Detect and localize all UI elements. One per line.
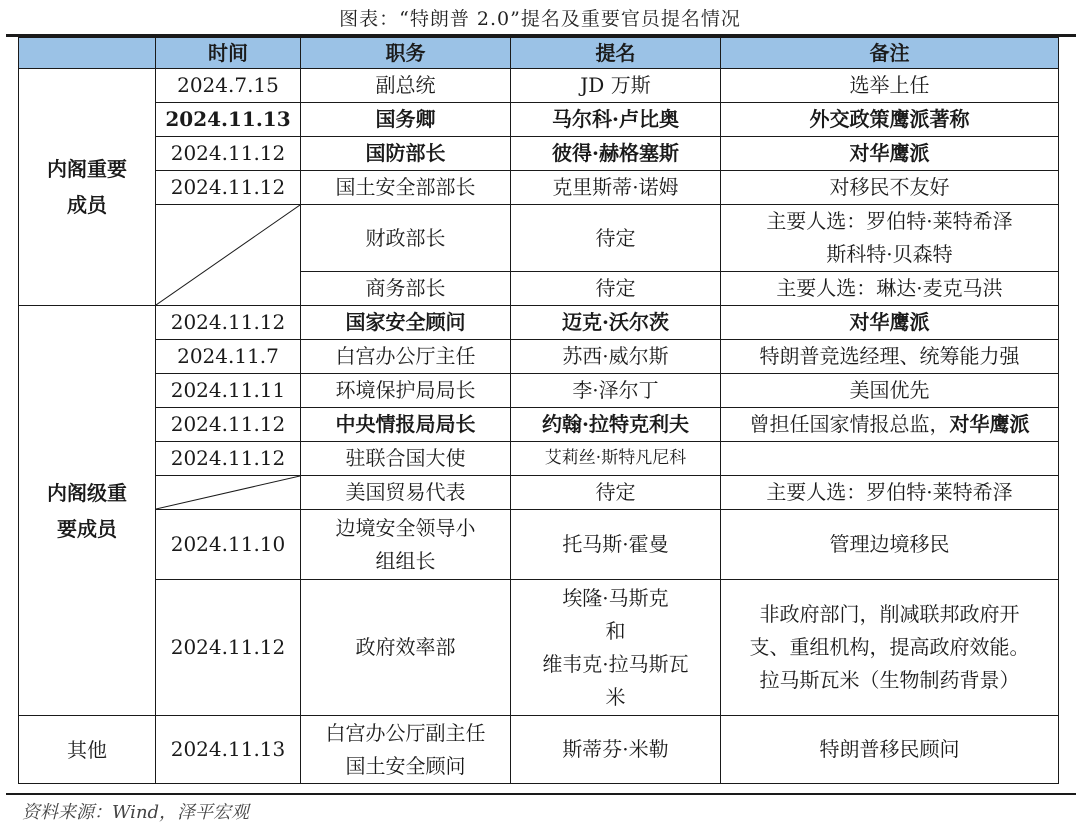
cell-note: 主要人选：罗伯特·莱特希泽	[721, 476, 1059, 510]
table-row	[19, 340, 1059, 374]
cell-time: 2024.7.15	[156, 69, 301, 103]
cell-position: 中央情报局局长	[301, 408, 511, 442]
table-row	[19, 171, 1059, 205]
table-row	[19, 580, 1059, 716]
cell-nominee: 克里斯蒂·诺姆	[511, 171, 721, 205]
cell-nominee: 艾莉丝·斯特凡尼科	[511, 442, 721, 476]
diagonal-line	[156, 205, 300, 305]
cell-nominee: 埃隆·马斯克 和 维韦克·拉马斯瓦 米	[511, 580, 721, 716]
cell-note: 对华鹰派	[721, 306, 1059, 340]
chart-title: 图表：“特朗普 2.0”提名及重要官员提名情况	[339, 8, 741, 30]
table-row	[19, 306, 1059, 340]
cell-note	[721, 442, 1059, 476]
cell-note: 特朗普移民顾问	[721, 716, 1059, 784]
cell-note: 非政府部门，削减联邦政府开 支、重组机构，提高政府效能。 拉马斯瓦米（生物制药背景）	[721, 580, 1059, 716]
header-note: 备注	[721, 38, 1059, 69]
diagonal-line	[156, 476, 300, 509]
cell-nominee: 待定	[511, 205, 721, 272]
cell-position: 财政部长	[301, 205, 511, 272]
cell-note: 选举上任	[721, 69, 1059, 103]
cell-time: 2024.11.10	[156, 510, 301, 580]
cell-nominee: 待定	[511, 272, 721, 306]
cell-time: 2024.11.12	[156, 306, 301, 340]
cell-time: 2024.11.12	[156, 580, 301, 716]
cell-time: 2024.11.13	[156, 103, 301, 137]
cell-position: 副总统	[301, 69, 511, 103]
cell-time: 2024.11.7	[156, 340, 301, 374]
cell-nominee: 斯蒂芬·米勒	[511, 716, 721, 784]
cell-position: 白宫办公厅主任	[301, 340, 511, 374]
header-time: 时间	[156, 38, 301, 69]
cell-position: 白宫办公厅副主任 国土安全顾问	[301, 716, 511, 784]
cell-note: 主要人选：罗伯特·莱特希泽 斯科特·贝森特	[721, 205, 1059, 272]
cell-nominee: 托马斯·霍曼	[511, 510, 721, 580]
cell-nominee: 迈克·沃尔茨	[511, 306, 721, 340]
cell-note: 对华鹰派	[721, 137, 1059, 171]
cell-note: 对移民不友好	[721, 171, 1059, 205]
cell-position: 国务卿	[301, 103, 511, 137]
cell-position: 边境安全领导小 组组长	[301, 510, 511, 580]
source-note: 资料来源：Wind，泽平宏观	[22, 802, 250, 823]
table-row	[19, 137, 1059, 171]
cell-time: 2024.11.12	[156, 442, 301, 476]
table-row	[19, 408, 1059, 442]
group-cabinet-core: 内阁重要 成员	[19, 69, 156, 306]
cell-time: 2024.11.12	[156, 137, 301, 171]
table-row	[19, 374, 1059, 408]
cell-position: 国土安全部部长	[301, 171, 511, 205]
cell-position: 美国贸易代表	[301, 476, 511, 510]
cell-nominee: 李·泽尔丁	[511, 374, 721, 408]
group-other: 其他	[19, 716, 156, 784]
cell-time: 2024.11.11	[156, 374, 301, 408]
table-row	[19, 103, 1059, 137]
table-row	[19, 205, 1059, 272]
table-row	[19, 510, 1059, 580]
cell-position: 环境保护局局长	[301, 374, 511, 408]
cell-note: 美国优先	[721, 374, 1059, 408]
header-nominee: 提名	[511, 38, 721, 69]
cell-time: 2024.11.12	[156, 171, 301, 205]
cell-position: 国家安全顾问	[301, 306, 511, 340]
cell-nominee: 待定	[511, 476, 721, 510]
table-row	[19, 69, 1059, 103]
cell-note: 主要人选：琳达·麦克马洪	[721, 272, 1059, 306]
cell-note: 曾担任国家情报总监，对华鹰派	[721, 408, 1059, 442]
cell-time: 2024.11.13	[156, 716, 301, 784]
bottom-rule	[6, 793, 1076, 795]
table-row	[19, 442, 1059, 476]
cell-position: 政府效率部	[301, 580, 511, 716]
cell-note: 管理边境移民	[721, 510, 1059, 580]
header-group	[19, 38, 156, 69]
cell-position: 驻联合国大使	[301, 442, 511, 476]
cell-nominee: JD 万斯	[511, 69, 721, 103]
cell-note: 特朗普竞选经理、统筹能力强	[721, 340, 1059, 374]
cell-nominee: 约翰·拉特克利夫	[511, 408, 721, 442]
cell-nominee: 马尔科·卢比奥	[511, 103, 721, 137]
table-row	[19, 716, 1059, 784]
group-cabinet-level: 内阁级重 要成员	[19, 306, 156, 716]
header-position: 职务	[301, 38, 511, 69]
cell-time: 2024.11.12	[156, 408, 301, 442]
cell-note: 外交政策鹰派著称	[721, 103, 1059, 137]
cell-position: 商务部长	[301, 272, 511, 306]
header-row	[19, 38, 1059, 69]
nomination-table	[18, 37, 1059, 784]
empty-time-diagonal	[156, 205, 301, 306]
table-row	[19, 476, 1059, 510]
cell-position: 国防部长	[301, 137, 511, 171]
cell-nominee: 彼得·赫格塞斯	[511, 137, 721, 171]
cell-nominee: 苏西·威尔斯	[511, 340, 721, 374]
empty-time-diagonal	[156, 476, 301, 510]
